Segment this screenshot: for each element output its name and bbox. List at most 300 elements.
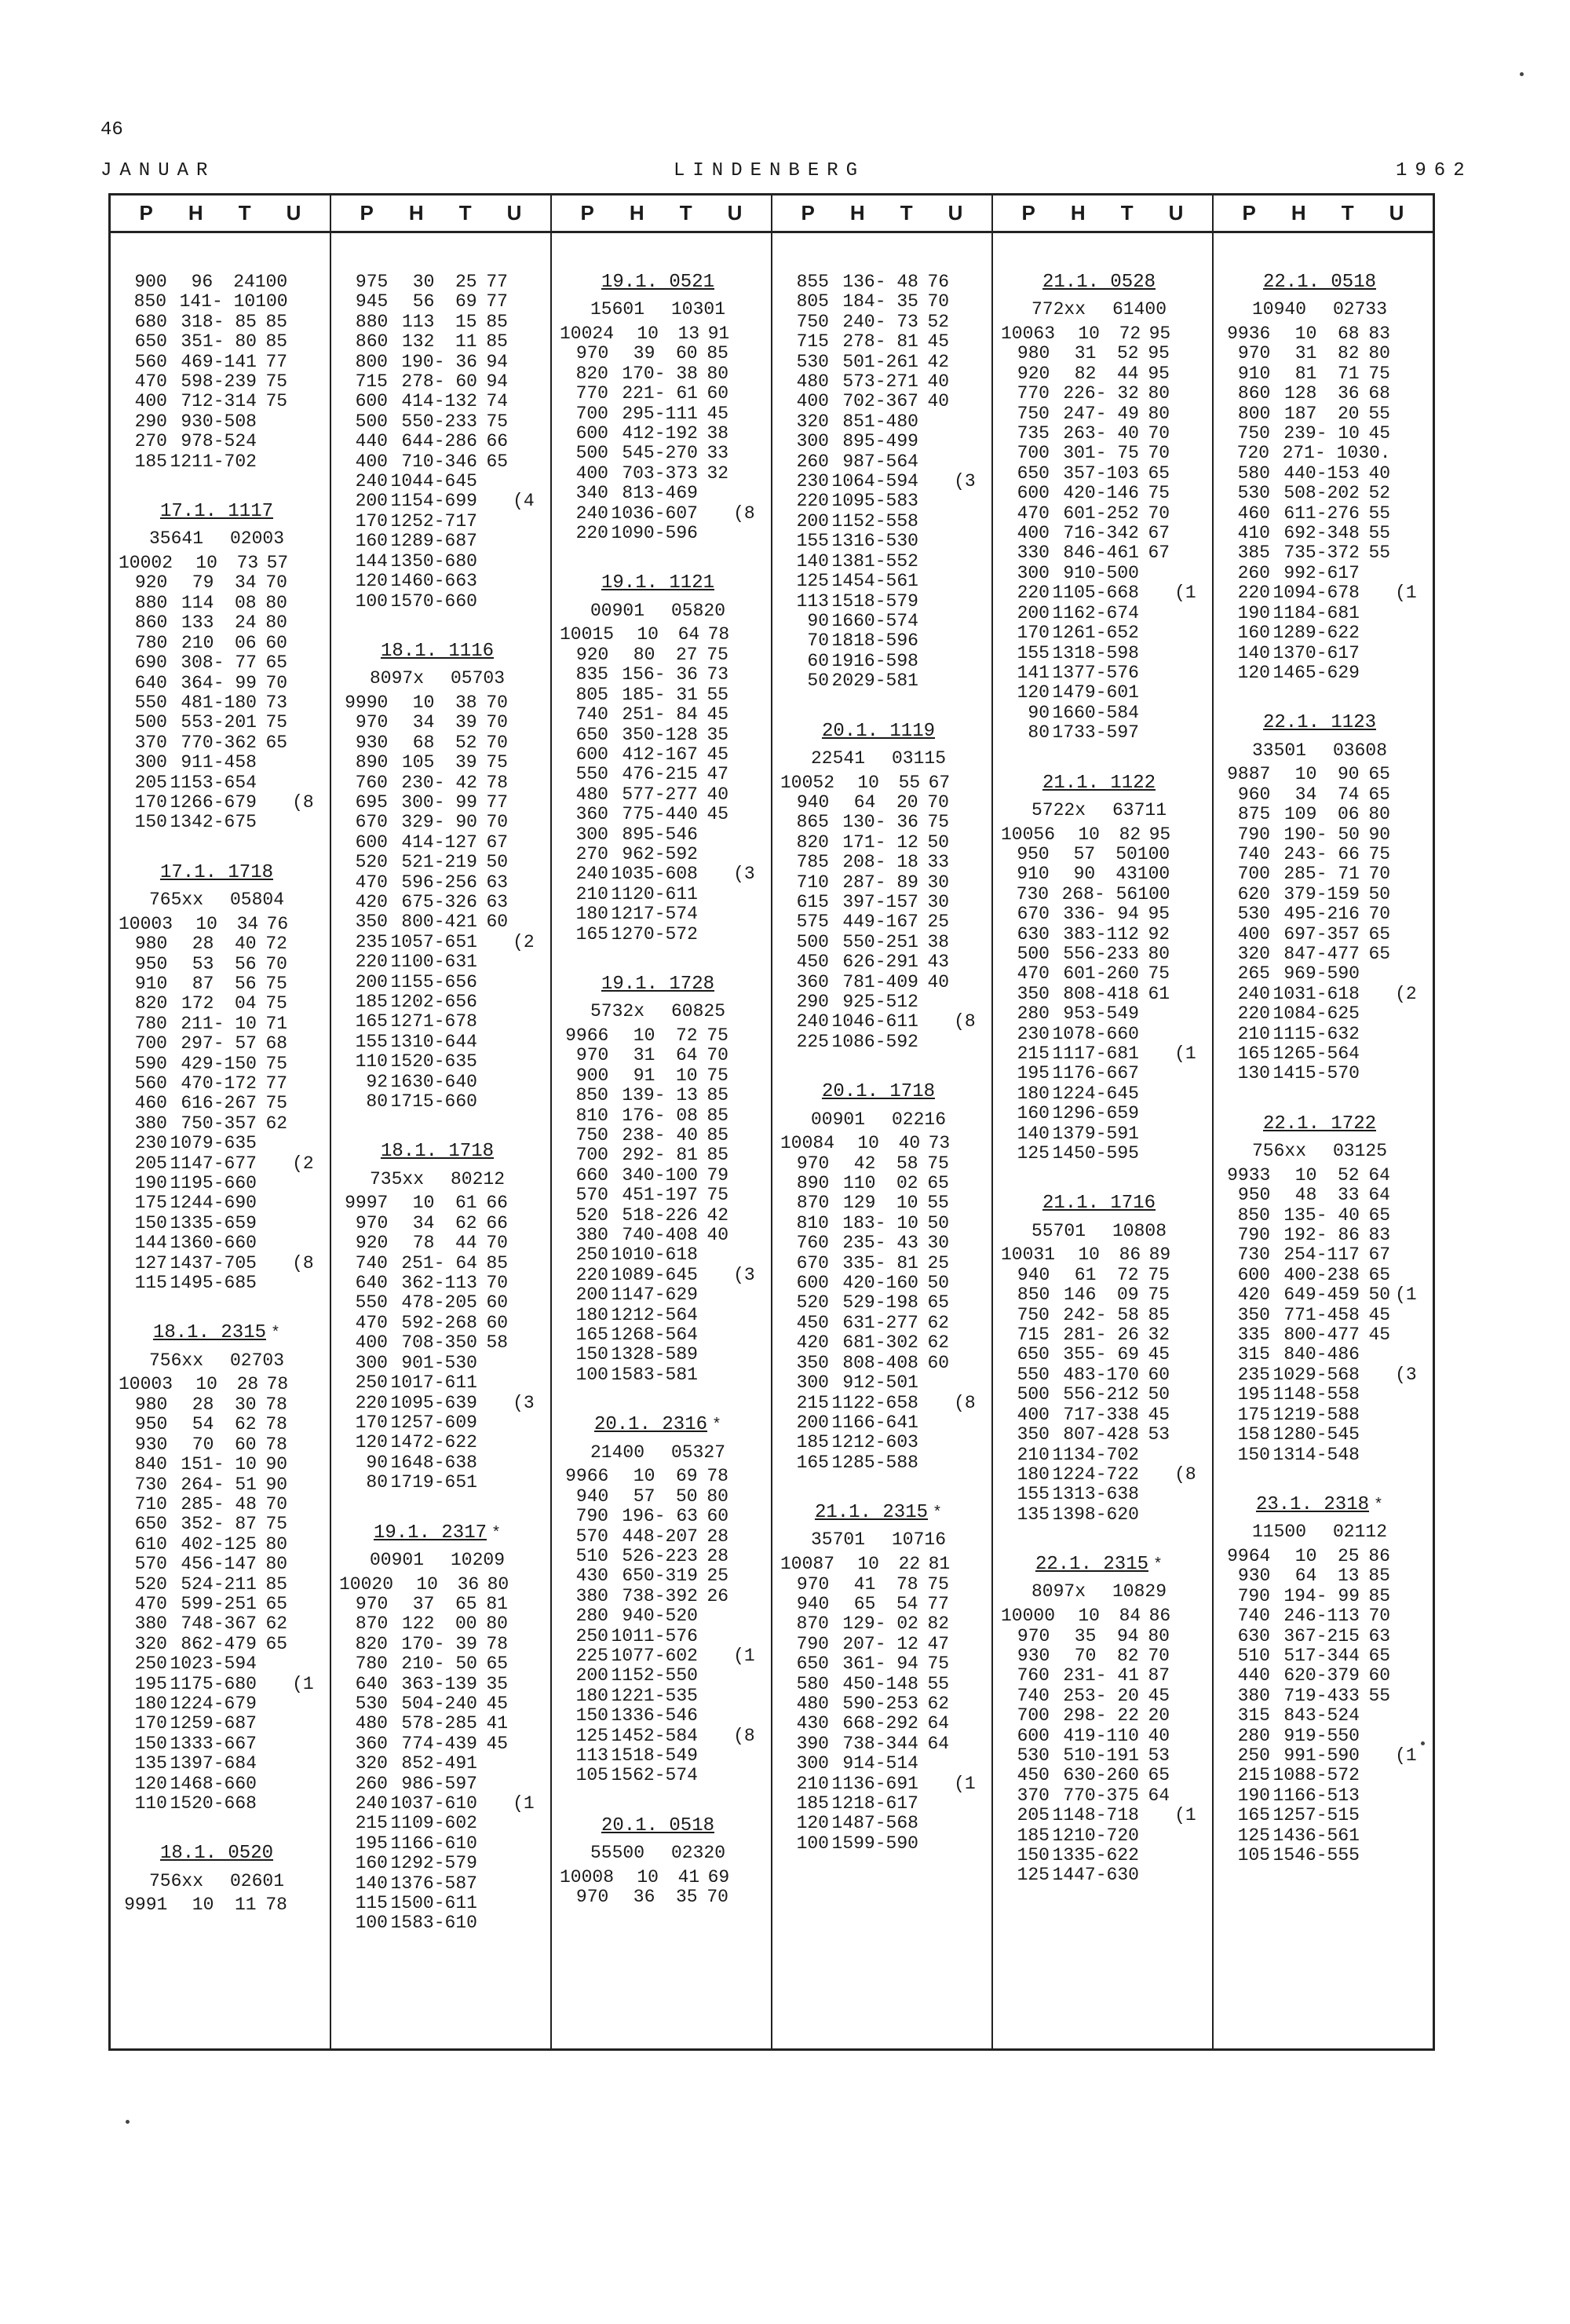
temperature-cell: -251 — [874, 931, 918, 952]
humidity-cell: 70 — [1368, 1606, 1391, 1627]
humidity-cell: 70 — [927, 791, 949, 813]
note-cell: (1 — [733, 1645, 755, 1666]
pressure-cell: 970 — [575, 1887, 609, 1908]
table-row — [1221, 623, 1423, 643]
pressure-cell: 870 — [355, 1613, 389, 1635]
note-cell — [949, 1214, 982, 1233]
height-cell: 1436 — [1272, 1825, 1316, 1846]
pressure-cell: 440 — [1237, 1665, 1270, 1686]
note-cell — [949, 1373, 982, 1393]
height-cell: 774 — [401, 1733, 434, 1754]
temperature-cell: -652 — [1095, 623, 1139, 644]
note-cell — [508, 1314, 541, 1333]
temperature-cell: -668 — [213, 1793, 257, 1814]
height-cell: 578 — [401, 1713, 434, 1734]
table-row — [119, 332, 320, 352]
table-row — [780, 612, 982, 631]
pressure-cell: 860 — [1237, 383, 1271, 404]
note-cell — [508, 1214, 541, 1233]
height-cell: 400 — [1283, 1264, 1316, 1285]
table-row — [780, 1694, 982, 1714]
table-row — [1221, 1826, 1423, 1846]
pressure-cell: 9933 — [1227, 1164, 1271, 1186]
pressure-cell: 210 — [1237, 1023, 1270, 1044]
table-row — [339, 1675, 541, 1694]
pressure-cell: 790 — [796, 1633, 829, 1654]
temperature-cell: -291 — [874, 952, 918, 973]
table-row — [560, 1467, 761, 1486]
height-cell: 1520 — [390, 1051, 434, 1072]
temperature-cell: - 22 — [1095, 1705, 1139, 1727]
height-cell: 770 — [1063, 1785, 1096, 1806]
table-row — [119, 674, 320, 693]
note-cell — [508, 912, 541, 932]
note-cell — [949, 893, 982, 912]
pressure-cell: 820 — [575, 363, 608, 384]
humidity-cell: 79 — [706, 1164, 729, 1186]
pressure-cell: 780 — [134, 632, 168, 653]
height-cell: 105 — [401, 752, 435, 773]
humidity-cell: 45 — [1148, 1685, 1170, 1706]
height-cell: 1313 — [1052, 1484, 1096, 1505]
temperature-cell: - 36 — [433, 351, 477, 372]
note-cell — [1170, 1727, 1203, 1746]
height-cell: 1153 — [170, 772, 214, 793]
temperature-cell: -572 — [1316, 1765, 1360, 1786]
height-cell: 1010 — [611, 1244, 655, 1266]
pressure-cell: 170 — [1017, 623, 1050, 644]
height-cell: 1715 — [390, 1091, 434, 1113]
temperature-cell: - 39 — [433, 1633, 477, 1654]
pressure-cell: 520 — [134, 1573, 167, 1595]
height-cell: 1333 — [170, 1733, 214, 1754]
pressure-cell: 9990 — [345, 692, 389, 713]
note-cell — [288, 292, 320, 312]
temperature-cell: -594 — [213, 1653, 257, 1675]
note-cell — [728, 805, 761, 824]
temperature-cell: -584 — [654, 1725, 698, 1746]
table-row — [339, 353, 541, 372]
pressure-cell: 520 — [796, 1292, 829, 1314]
note-cell — [288, 915, 320, 934]
note-cell — [949, 432, 982, 451]
humidity-cell: 65 — [486, 1653, 509, 1675]
sounding-title — [119, 1323, 315, 1347]
note-cell: (3 — [954, 471, 976, 492]
pressure-cell: 220 — [1017, 583, 1050, 604]
note-cell — [1390, 1686, 1423, 1706]
temperature-cell: - 86 — [1316, 1225, 1360, 1246]
humidity-cell — [477, 1012, 508, 1032]
temperature-cell: -587 — [433, 1873, 477, 1894]
height-cell: 1044 — [390, 471, 434, 492]
note-cell — [728, 1467, 761, 1486]
height-cell: 171 — [842, 831, 875, 853]
table-row — [119, 1435, 320, 1455]
humidity-cell: 100 — [1137, 864, 1170, 885]
pressure-cell: 90 — [366, 1452, 388, 1473]
pressure-cell: 280 — [575, 1606, 608, 1627]
height-cell: 1184 — [1272, 602, 1316, 623]
humidity-cell: 45 — [706, 704, 729, 725]
temperature-cell: -302 — [874, 1332, 918, 1354]
pressure-cell: 180 — [575, 904, 608, 925]
table-row — [339, 1834, 541, 1854]
humidity-cell: 60 — [1368, 1665, 1391, 1686]
pressure-cell: 400 — [796, 391, 829, 412]
note-cell — [949, 1154, 982, 1174]
humidity-cell: 65 — [486, 451, 509, 472]
height-cell: 379 — [1283, 883, 1316, 904]
height-cell: 10 — [1294, 1545, 1317, 1566]
table-row — [1221, 564, 1423, 583]
temperature-cell: 73 — [236, 553, 259, 574]
table-row — [780, 1174, 982, 1193]
humidity-cell: 66 — [486, 1193, 508, 1214]
temperature-cell: 60 — [234, 1434, 257, 1455]
humidity-cell: 28 — [706, 1526, 729, 1547]
humidity-cell: 63 — [486, 872, 509, 893]
sounding-code: 63711 — [1112, 799, 1167, 820]
table-row — [1221, 524, 1423, 543]
height-cell: 592 — [401, 1312, 434, 1333]
temperature-cell: -157 — [874, 891, 918, 912]
temperature-cell: -238 — [1316, 1264, 1360, 1285]
humidity-cell: 78 — [707, 624, 730, 645]
sounding-code: 02733 — [1333, 299, 1388, 320]
humidity-cell: 35 — [706, 724, 729, 745]
height-cell: 10 — [633, 1466, 655, 1487]
pressure-cell: 250 — [575, 1625, 608, 1646]
height-cell: 1415 — [1272, 1063, 1316, 1084]
column-body — [111, 233, 330, 1916]
humidity-cell: 26 — [706, 1585, 729, 1606]
height-cell: 1336 — [611, 1705, 655, 1727]
note-cell — [508, 1373, 541, 1393]
height-cell: 285 — [1283, 864, 1316, 885]
table-row — [339, 933, 541, 952]
table-row — [1221, 1064, 1423, 1083]
humidity-cell: 63 — [1368, 1625, 1391, 1646]
table-row — [560, 364, 761, 384]
temperature-cell: -459 — [1316, 1284, 1360, 1306]
height-cell: 716 — [1063, 523, 1096, 544]
note-cell — [728, 1226, 761, 1245]
table-row — [560, 1365, 761, 1385]
temperature-cell: -550 — [1316, 1725, 1360, 1746]
note-cell: (3 — [513, 1392, 535, 1413]
note-cell: (2 — [1395, 983, 1417, 1004]
height-cell: 10 — [857, 772, 879, 793]
humidity-cell — [1360, 1766, 1390, 1785]
height-cell: 1318 — [1052, 642, 1096, 663]
humidity-cell: 78 — [265, 1434, 287, 1455]
pressure-cell: 970 — [1017, 1625, 1050, 1646]
pressure-cell: 930 — [134, 1434, 168, 1455]
sounding-code: 756xx — [148, 1870, 203, 1891]
humidity-cell — [1360, 1004, 1390, 1024]
note-cell — [1170, 1706, 1203, 1726]
note-cell — [1390, 1727, 1423, 1746]
temperature-cell: -641 — [874, 1412, 918, 1433]
pressure-cell: 113 — [575, 1745, 608, 1766]
humidity-cell: 75 — [265, 1093, 288, 1114]
note-cell — [949, 312, 982, 332]
table-row — [339, 1714, 541, 1734]
pressure-cell: 235 — [1237, 1364, 1270, 1385]
pressure-cell: 760 — [796, 1233, 829, 1254]
note-cell — [728, 1547, 761, 1566]
note-cell — [728, 1026, 761, 1046]
pressure-cell: 200 — [796, 510, 829, 532]
humidity-cell: 62 — [927, 1332, 950, 1354]
pressure-cell: 280 — [1017, 1003, 1050, 1025]
pressure-cell: 680 — [134, 311, 167, 332]
pressure-cell: 770 — [575, 383, 608, 404]
humidity-cell: 50 — [1148, 1384, 1170, 1405]
height-cell: 402 — [181, 1533, 214, 1555]
table-row — [119, 1375, 320, 1394]
note-cell — [1390, 464, 1423, 484]
pressure-cell: 740 — [1017, 1685, 1050, 1706]
table-row — [119, 1575, 320, 1595]
height-cell: 843 — [1283, 1705, 1316, 1727]
humidity-cell — [698, 1666, 728, 1686]
sounding-code: 00901 — [590, 600, 644, 621]
note-cell — [949, 952, 982, 972]
temperature-cell: - 13 — [654, 1085, 698, 1106]
temperature-cell: 52 — [455, 732, 477, 753]
table-row — [339, 392, 541, 411]
temperature-cell: 84 — [1119, 1606, 1141, 1627]
height-cell: 1219 — [1272, 1404, 1316, 1425]
note-cell: (2 — [513, 931, 535, 952]
column-header-label: H — [849, 201, 865, 225]
table-row — [1221, 785, 1423, 805]
note-cell — [728, 1766, 761, 1785]
pressure-cell: 175 — [1237, 1404, 1270, 1425]
table-row — [560, 1106, 761, 1126]
humidity-cell — [257, 793, 287, 813]
temperature-cell: - 43 — [874, 1233, 918, 1254]
height-cell: 1316 — [831, 531, 875, 552]
humidity-cell: 64 — [1368, 1164, 1390, 1186]
pressure-cell: 350 — [1017, 983, 1050, 1004]
note-cell — [1390, 925, 1423, 945]
humidity-cell: 60 — [927, 1352, 950, 1373]
temperature-cell: -127 — [433, 831, 477, 853]
humidity-cell — [477, 592, 508, 612]
temperature-cell: -373 — [654, 462, 698, 484]
note-cell — [728, 645, 761, 665]
temperature-cell: -260 — [1095, 1765, 1139, 1786]
height-cell: 10 — [1294, 764, 1317, 785]
pressure-cell: 980 — [134, 1394, 168, 1415]
temperature-cell: -564 — [654, 1304, 698, 1325]
table-row — [119, 432, 320, 451]
table-row — [1221, 864, 1423, 884]
humidity-cell: 100 — [255, 291, 288, 312]
height-cell: 254 — [1283, 1244, 1316, 1266]
temperature-cell: 44 — [455, 1233, 477, 1254]
table-row — [560, 504, 761, 524]
pressure-cell: 850 — [133, 291, 167, 312]
height-cell: 1212 — [611, 1304, 655, 1325]
humidity-cell — [918, 1413, 949, 1433]
humidity-cell — [477, 1072, 508, 1092]
temperature-cell: - 20 — [1095, 1685, 1139, 1706]
temperature-cell: -160 — [874, 1273, 918, 1294]
table-row — [560, 1527, 761, 1547]
table-row — [119, 1273, 320, 1293]
note-cell — [949, 1413, 982, 1433]
page-number: 46 — [100, 119, 123, 141]
pressure-cell: 105 — [1237, 1845, 1270, 1865]
height-cell: 508 — [1283, 483, 1316, 504]
note-cell — [949, 813, 982, 832]
height-cell: 240 — [842, 311, 875, 332]
note-cell — [508, 1654, 541, 1674]
sounding-title — [560, 573, 756, 597]
height-cell: 1202 — [390, 992, 434, 1012]
table-row — [560, 745, 761, 765]
pressure-cell: 100 — [575, 1364, 608, 1385]
note-cell — [508, 552, 541, 572]
note-cell — [287, 753, 320, 773]
note-cell — [949, 353, 982, 372]
table-row — [1221, 945, 1423, 964]
humidity-cell — [1360, 1846, 1390, 1865]
height-cell: 268 — [1061, 883, 1094, 904]
sounding-code: 35701 — [810, 1529, 865, 1551]
pressure-cell: 650 — [1017, 1344, 1050, 1365]
note-cell — [1170, 604, 1203, 623]
humidity-cell — [1360, 663, 1390, 683]
temperature-cell: - 10 — [1316, 423, 1360, 444]
temperature-cell: -630 — [1095, 1865, 1139, 1886]
pressure-cell: 850 — [575, 1085, 608, 1106]
pressure-cell: 750 — [1017, 403, 1050, 424]
height-cell: 295 — [622, 403, 655, 424]
pressure-cell: 320 — [355, 1753, 388, 1774]
pressure-cell: 970 — [1237, 343, 1271, 364]
table-row — [560, 1186, 761, 1205]
temperature-cell: - 75 — [1095, 443, 1139, 464]
height-cell: 10 — [637, 624, 659, 645]
temperature-cell: -100 — [654, 1164, 698, 1186]
note-cell — [508, 372, 541, 392]
table-row — [1221, 384, 1423, 404]
humidity-cell — [918, 432, 949, 451]
note-cell — [1390, 1405, 1423, 1425]
note-cell — [1170, 1245, 1203, 1265]
sounding-code-line — [119, 525, 315, 554]
table-row — [1001, 885, 1203, 904]
table-row — [780, 1214, 982, 1233]
temperature-cell: 06 — [234, 632, 257, 653]
temperature-cell: - 50 — [1316, 824, 1360, 845]
sounding-code-line — [1221, 1138, 1418, 1166]
pressure-cell: 630 — [1017, 923, 1050, 945]
temperature-cell: -645 — [1095, 1083, 1139, 1104]
column-header-label: P — [1242, 201, 1256, 225]
pressure-cell: 260 — [355, 1773, 388, 1794]
temperature-cell: -660 — [213, 1233, 257, 1254]
height-cell: 1335 — [1052, 1845, 1096, 1865]
pressure-cell: 715 — [796, 331, 829, 353]
pressure-cell: 180 — [575, 1304, 608, 1325]
pressure-cell: 80 — [1028, 722, 1050, 744]
note-cell — [508, 412, 541, 432]
height-cell: 862 — [181, 1633, 214, 1654]
table-row — [339, 1595, 541, 1614]
pressure-cell: 205 — [134, 1153, 167, 1174]
pressure-cell: 890 — [355, 752, 389, 773]
year-label: 1962 — [1396, 160, 1473, 181]
temperature-cell: -705 — [213, 1252, 257, 1273]
height-cell: 1105 — [1052, 583, 1096, 604]
humidity-cell: 95 — [1148, 824, 1171, 845]
table-row — [339, 592, 541, 612]
temperature-cell: -617 — [1316, 642, 1360, 663]
note-cell — [1390, 1806, 1423, 1825]
note-cell — [287, 1515, 320, 1534]
pressure-cell: 115 — [134, 1273, 167, 1294]
pressure-cell: 105 — [575, 1765, 608, 1786]
table-row — [560, 1727, 761, 1746]
table-row — [560, 665, 761, 685]
table-row — [1001, 864, 1203, 884]
pressure-cell: 730 — [134, 1474, 167, 1495]
temperature-cell: -252 — [1095, 502, 1139, 524]
temperature-cell: -552 — [874, 550, 918, 572]
sounding-code: 35641 — [148, 528, 203, 550]
paper-speck — [1421, 1741, 1425, 1745]
table-row — [560, 484, 761, 503]
table-row — [560, 1686, 761, 1706]
table-row — [119, 1595, 320, 1614]
height-cell: 620 — [1283, 1665, 1316, 1686]
sounding-title — [560, 272, 756, 296]
table-row — [339, 733, 541, 753]
temperature-cell: -611 — [654, 883, 698, 904]
humidity-cell — [918, 1814, 949, 1833]
note-cell — [949, 1233, 982, 1253]
humidity-cell — [1139, 604, 1170, 623]
pressure-cell: 240 — [575, 502, 608, 524]
table-row — [339, 912, 541, 932]
table-row — [339, 1254, 541, 1273]
column-header-label: P — [1021, 201, 1035, 225]
height-cell: 87 — [192, 973, 214, 994]
humidity-cell: 55 — [706, 684, 729, 705]
humidity-cell — [477, 973, 508, 992]
humidity-cell: 83 — [1368, 323, 1390, 344]
height-cell: 1285 — [831, 1452, 875, 1473]
pressure-cell: 250 — [134, 1653, 167, 1675]
sounding-code: 8097x — [1031, 1581, 1086, 1602]
temperature-cell: -367 — [874, 391, 918, 412]
temperature-cell: -583 — [874, 491, 918, 512]
humidity-cell — [1139, 1485, 1170, 1504]
pressure-cell: 575 — [796, 912, 829, 933]
table-row — [339, 713, 541, 733]
table-row — [780, 1635, 982, 1654]
humidity-cell: 57 — [266, 553, 289, 574]
temperature-cell: -103 — [1095, 462, 1139, 484]
note-cell — [508, 1473, 541, 1493]
height-cell: 914 — [842, 1753, 875, 1774]
